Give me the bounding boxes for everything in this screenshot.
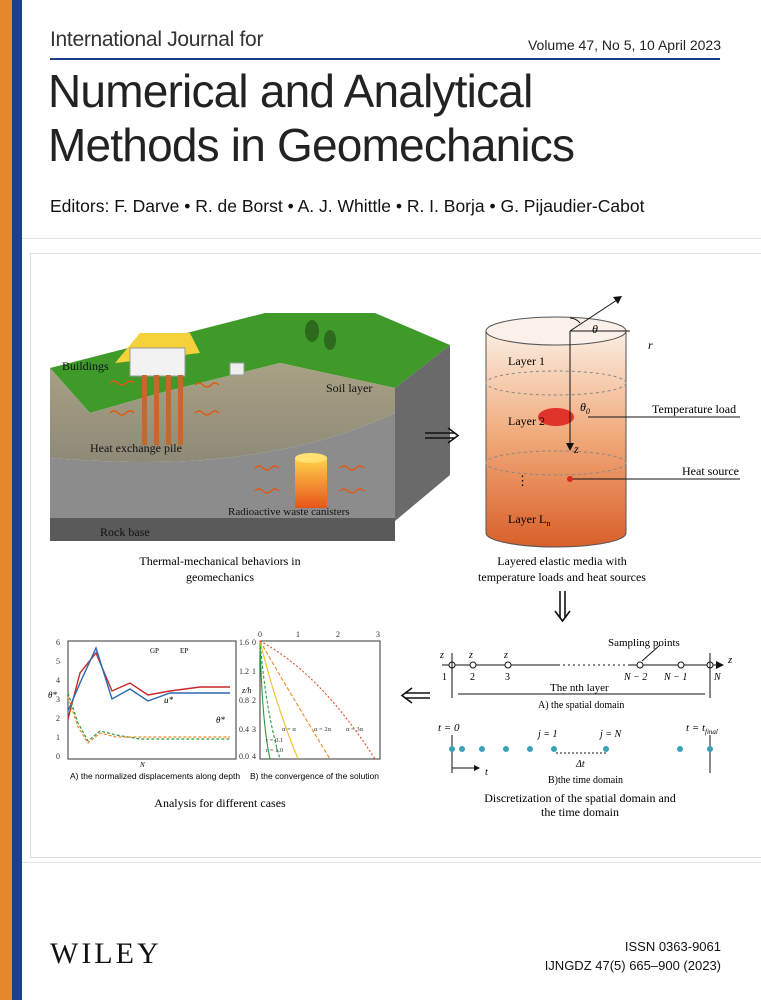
label-rock-base: Rock base (100, 525, 150, 539)
xtick-2: 2 (336, 630, 340, 639)
discretization-diagram (438, 637, 733, 819)
ytick-5: 5 (56, 657, 60, 666)
ytick-r-1.6: 1.6 (239, 638, 249, 647)
house-body (130, 348, 185, 376)
subplot-b-caption: B) the convergence of the solution (250, 771, 379, 781)
label-waste-canisters: Radioactive waste canisters (228, 506, 350, 518)
ytick-4: 4 (56, 676, 60, 685)
ztick-4: 4 (252, 752, 256, 761)
ytick-2: 2 (56, 714, 60, 723)
ytick-6: 6 (56, 638, 60, 647)
publisher-logo: WILEY (50, 937, 162, 970)
pile-4 (178, 375, 183, 445)
label-theta0: $\theta_0$ (580, 400, 590, 416)
volume-line: Volume 47, No 5, 10 April 2023 (527, 37, 721, 53)
plot-a-series-blue (68, 648, 230, 711)
layered-media-cylinder (478, 296, 740, 584)
tree-1 (305, 320, 319, 342)
legend-r-1.0: r = 1.0 (266, 747, 284, 754)
label-n1: 1 (442, 672, 447, 683)
subplot-a-caption: A) the normalized displacements along depth (70, 771, 241, 781)
issn-number: ISSN 0363-9061 (624, 939, 721, 954)
label-nz-axis: N (140, 761, 145, 769)
label-theta-star: θ* (216, 715, 225, 725)
label-layer-n: Layer $L_n$ (508, 512, 551, 528)
ytick-r-0.4: 0.4 (239, 725, 249, 734)
panel-b-caption-line1: Layered elastic media with (497, 554, 627, 568)
time-sampling-dots (449, 746, 713, 752)
journal-title-line1: Numerical and Analytical (48, 65, 533, 117)
plot-a-series-red (68, 653, 230, 719)
panel-a-caption-line1: Thermal-mechanical behaviors in (139, 554, 301, 568)
label-theta-star-left: θ* (48, 690, 57, 700)
label-r-axis: r (648, 338, 653, 352)
xtick-3: 3 (376, 630, 380, 639)
orange-spine-stripe (0, 0, 12, 1000)
panel-b-caption-line2: temperature loads and heat sources (478, 570, 646, 584)
legend-r-0.1: r = 0.1 (266, 737, 284, 744)
xtick-1: 1 (296, 630, 300, 639)
label-uz-star: u* (164, 695, 173, 705)
citation-code: IJNGDZ 47(5) 665–900 (2023) (544, 958, 721, 973)
label-z3: z (504, 650, 508, 661)
label-z1: z (440, 650, 444, 661)
ytick-0: 0 (56, 752, 60, 761)
ytick-3: 3 (56, 695, 60, 704)
divider (22, 238, 761, 239)
panel-a-caption-line2: geomechanics (186, 570, 254, 584)
blue-spine-stripe (12, 0, 22, 1000)
journal-title-line2: Methods in Geomechanics (48, 119, 575, 171)
ztick-3: 3 (252, 725, 256, 734)
small-shed (230, 363, 244, 375)
pile-2 (154, 375, 159, 445)
arrow-down-icon (555, 591, 570, 621)
header-rule (50, 58, 720, 60)
ztick-0: 0 (252, 638, 256, 647)
ztick-1: 1 (252, 667, 256, 676)
label-buildings: Buildings (62, 359, 109, 373)
label-nz: N (714, 672, 721, 683)
journal-series-name: International Journal for (50, 28, 264, 51)
divider (22, 862, 761, 863)
label-layer-1: Layer 1 (508, 354, 545, 368)
ytick-r-0.8: 0.8 (239, 696, 249, 705)
editors-line: Editors: F. Darve • R. de Borst • A. J. Whittle • R. I. Borja • G. Pijaudier-Cabot (50, 196, 645, 216)
label-dots: ⋮ (516, 473, 529, 488)
label-z2: z (469, 650, 473, 661)
panel-c-caption-line2: the time domain (541, 805, 619, 819)
canister-top (295, 453, 327, 463)
geomechanics-block-diagram (50, 313, 450, 584)
label-t-axis: t (485, 767, 488, 778)
ytick-r-0.0: 0.0 (239, 752, 249, 761)
panel-c-caption-line1: Discretization of the spatial domain and (484, 791, 676, 805)
issn-block (545, 937, 721, 975)
plot-a-series-orange (68, 697, 230, 743)
label-temperature-load: Temperature load (652, 402, 737, 416)
label-n2: 2 (470, 672, 475, 683)
heat-source-point (567, 476, 573, 482)
label-z-over-h: z/h (242, 686, 252, 695)
label-layer-2: Layer 2 (508, 414, 545, 428)
panel-d-caption: Analysis for different cases (154, 796, 286, 810)
label-nz-minus-2: N − 2 (624, 672, 648, 683)
waste-canister (295, 458, 327, 508)
legend-ep: EP (180, 647, 189, 655)
result-plots (48, 630, 380, 810)
cover-figure-art (30, 253, 761, 856)
journal-title (48, 64, 574, 172)
legend-alpha-3: α = 3α (346, 726, 363, 733)
label-n3: 3 (505, 672, 510, 683)
label-jn: j = N (600, 729, 622, 740)
label-sampling-points: Sampling points (608, 637, 680, 649)
legend-gp: GP (150, 647, 159, 655)
label-tfinal: $t = t_{final}$ (686, 722, 718, 736)
tree-2 (324, 330, 336, 350)
label-heat-exchange-pile: Heat exchange pile (90, 441, 182, 455)
legend-alpha-1: α = α (282, 726, 296, 733)
legend-alpha-2: α = 2α (314, 726, 331, 733)
pile-3 (166, 375, 171, 445)
pile-1 (142, 375, 147, 445)
label-heat-source: Heat source (682, 464, 739, 478)
label-t0: t = 0 (438, 722, 460, 734)
label-spatial-domain: A) the spatial domain (538, 700, 625, 711)
label-theta: θ (592, 322, 598, 336)
ytick-1: 1 (56, 733, 60, 742)
label-z-direction: z (728, 654, 733, 666)
label-delta-t: Δt (576, 759, 585, 770)
label-nth-layer: The nth layer (550, 682, 609, 694)
label-nz-minus-1: N − 1 (664, 672, 688, 683)
label-z-axis: z (574, 442, 579, 456)
arrow-left-icon (402, 688, 430, 703)
xtick-0: 0 (258, 630, 262, 639)
ytick-r-1.2: 1.2 (239, 667, 249, 676)
label-soil-layer: Soil layer (326, 381, 373, 395)
label-j1: j = 1 (538, 729, 558, 740)
ztick-2: 2 (252, 696, 256, 705)
label-time-domain: B)the time domain (548, 775, 623, 786)
